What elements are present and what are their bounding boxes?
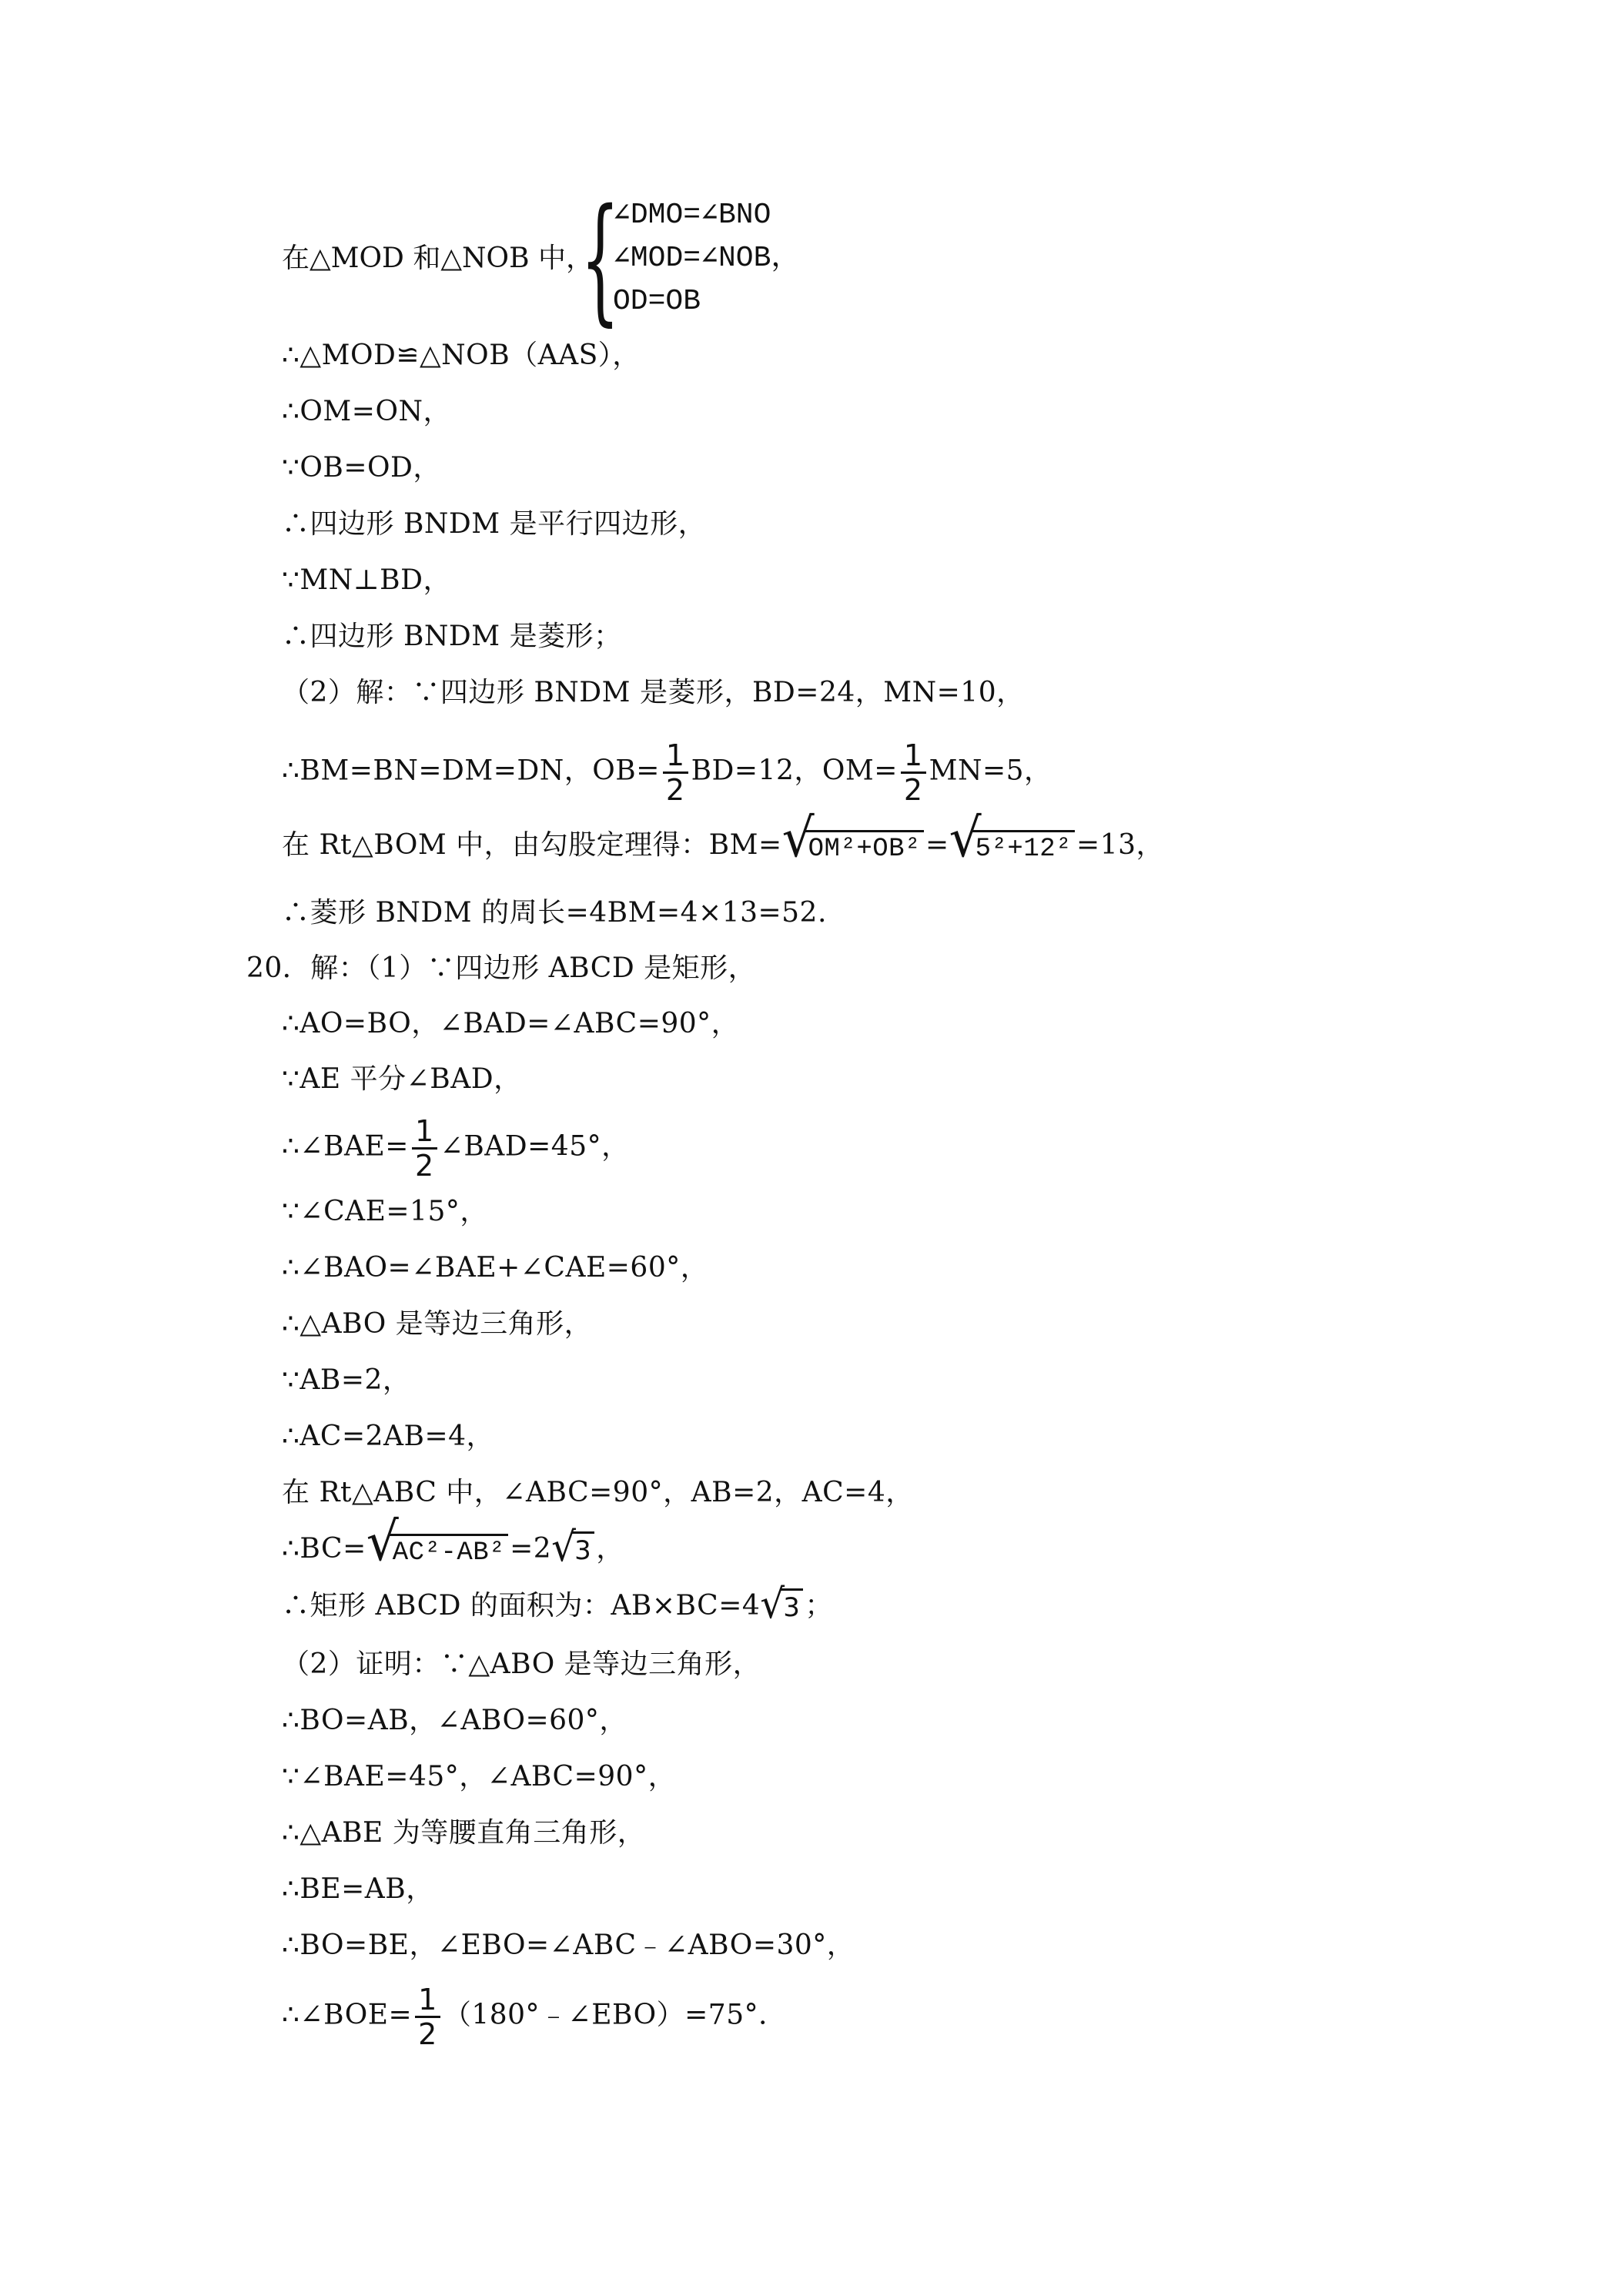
line-8-part-b: BD=12，OM= — [691, 755, 898, 787]
line-21-part-b: =2 — [510, 1533, 552, 1565]
line-3: ∵OB=OD， — [282, 452, 441, 484]
line-22-part-a: ∴矩形 ABCD 的面积为：AB×BC=4 — [282, 1590, 761, 1622]
line-14-part-b: ∠BAD=45°， — [440, 1130, 630, 1163]
line-27: ∴BE=AB， — [282, 1873, 434, 1905]
fraction-one-half: $\frac{1}{2}$ — [412, 1115, 437, 1182]
line-1: ∴△MOD≌△NOB（AAS）， — [282, 340, 641, 371]
line-21-part-a: ∴BC= — [282, 1533, 366, 1565]
line-16: ∴∠BAO=∠BAE+∠CAE=60°， — [282, 1252, 709, 1284]
line-24: ∴BO=AB，∠ABO=60°， — [282, 1705, 627, 1736]
line-28: ∴BO=BE，∠EBO=∠ABC﹣∠ABO=30°， — [282, 1930, 855, 1961]
line-9 — [282, 822, 1164, 870]
sqrt-ac-ab: √ AC²-AB² — [368, 1528, 508, 1574]
line-29-part-a: ∴∠BOE= — [282, 1999, 413, 2031]
line-8 — [282, 739, 1052, 806]
system-row-2: ∠MOD=∠NOB， — [613, 242, 801, 275]
system-lead: 在△MOD 和△NOB 中， — [282, 243, 594, 274]
line-9-part-b: =13， — [1076, 829, 1165, 861]
line-2: ∴OM=ON， — [282, 396, 451, 427]
line-8-part-a: ∴BM=BN=DM=DN，OB= — [282, 755, 660, 787]
line-21-part-c: ， — [596, 1533, 624, 1565]
line-4: ∴四边形 BNDM 是平行四边形， — [282, 508, 707, 540]
sqrt-om-ob: √ OM²+OB² — [784, 824, 924, 870]
line-21 — [282, 1526, 624, 1574]
line-23: （2）证明：∵△ABO 是等边三角形， — [282, 1648, 761, 1680]
line-11-question-20: 20．解：（1）∵四边形 ABCD 是矩形， — [246, 952, 757, 984]
fraction-one-half: $\frac{1}{2}$ — [901, 739, 926, 806]
line-12: ∴AO=BO，∠BAD=∠ABC=90°， — [282, 1008, 740, 1039]
line-8-part-c: MN=5， — [929, 755, 1052, 787]
system-row-1: ∠DMO=∠BNO — [613, 199, 771, 232]
sqrt-3: √ 3 — [553, 1528, 594, 1574]
line-25: ∵∠BAE=45°，∠ABC=90°， — [282, 1761, 677, 1792]
line-26: ∴△ABE 为等腰直角三角形， — [282, 1817, 646, 1849]
fraction-one-half: $\frac{1}{2}$ — [663, 739, 688, 806]
sqrt-5-12: √ 5²+12² — [951, 824, 1075, 870]
line-22-part-b: ； — [805, 1590, 833, 1622]
line-9-part-a: 在 Rt△BOM 中，由勾股定理得：BM= — [282, 829, 782, 861]
system-conditions — [613, 194, 800, 323]
left-brace: { — [581, 179, 620, 339]
system-row-3: OD=OB — [613, 285, 701, 318]
line-29 — [282, 1983, 787, 2050]
line-7: （2）解：∵四边形 BNDM 是菱形，BD=24，MN=10， — [282, 677, 1025, 708]
line-9-equals: = — [925, 829, 949, 861]
line-22 — [282, 1583, 833, 1631]
line-17: ∴△ABO 是等边三角形， — [282, 1308, 593, 1340]
fraction-one-half: $\frac{1}{2}$ — [415, 1983, 440, 2050]
line-29-part-b: （180°﹣∠EBO）=75°． — [443, 1999, 787, 2031]
line-14 — [282, 1115, 630, 1182]
line-20: 在 Rt△ABC 中，∠ABC=90°，AB=2，AC=4， — [282, 1477, 914, 1508]
line-5: ∵MN⊥BD， — [282, 564, 451, 596]
line-10: ∴菱形 BNDM 的周长=4BM=4×13=52. — [282, 897, 827, 929]
line-13: ∵AE 平分∠BAD， — [282, 1063, 522, 1095]
line-6: ∴四边形 BNDM 是菱形； — [282, 621, 622, 652]
line-19: ∴AC=2AB=4， — [282, 1421, 495, 1452]
line-18: ∵AB=2， — [282, 1364, 411, 1396]
line-14-part-a: ∴∠BAE= — [282, 1130, 409, 1163]
line-15: ∵∠CAE=15°， — [282, 1196, 488, 1227]
sqrt-3: √ 3 — [761, 1585, 803, 1631]
